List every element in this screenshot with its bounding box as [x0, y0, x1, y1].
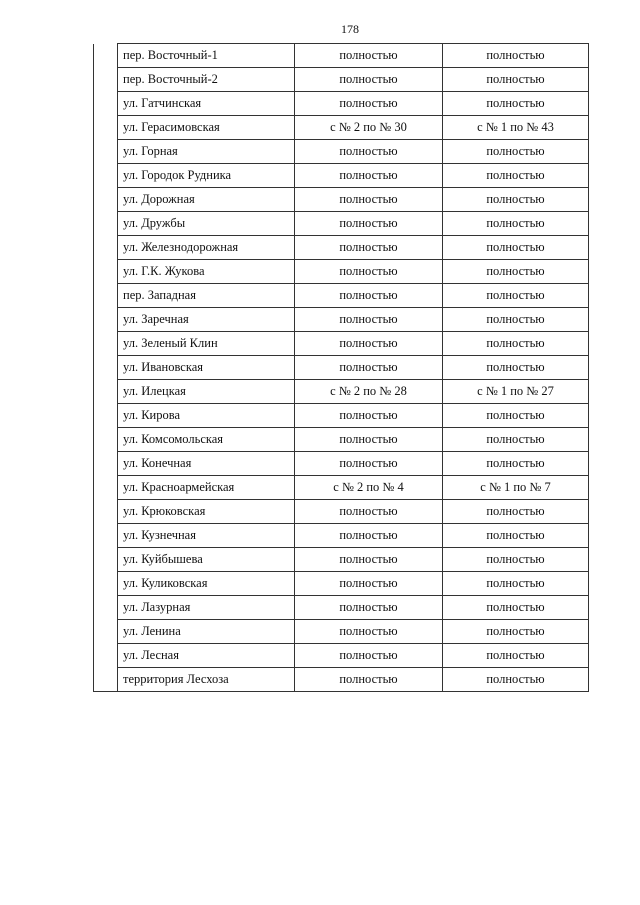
street-name-cell: территория Лесхоза [118, 668, 295, 692]
page-number: 178 [341, 22, 359, 36]
blank-cell [94, 380, 118, 404]
street-name-cell: ул. Лазурная [118, 596, 295, 620]
even-houses-cell: с № 2 по № 30 [295, 116, 443, 140]
street-name-cell: ул. Лесная [118, 644, 295, 668]
street-name-cell: ул. Заречная [118, 308, 295, 332]
streets-table [93, 43, 589, 692]
street-name-cell: ул. Герасимовская [118, 116, 295, 140]
odd-houses-cell: полностью [443, 164, 589, 188]
blank-cell [94, 164, 118, 188]
blank-cell [94, 620, 118, 644]
table-row [94, 620, 589, 644]
odd-houses-cell: полностью [443, 92, 589, 116]
table-row [94, 428, 589, 452]
street-name-cell: пер. Восточный-1 [118, 44, 295, 68]
blank-cell [94, 596, 118, 620]
odd-houses-cell: полностью [443, 548, 589, 572]
blank-cell [94, 668, 118, 692]
blank-cell [94, 500, 118, 524]
street-name-cell: ул. Горная [118, 140, 295, 164]
odd-houses-cell: полностью [443, 212, 589, 236]
even-houses-cell: полностью [295, 452, 443, 476]
blank-cell [94, 404, 118, 428]
street-name-cell: пер. Восточный-2 [118, 68, 295, 92]
even-houses-cell: полностью [295, 500, 443, 524]
blank-cell [94, 284, 118, 308]
blank-cell [94, 140, 118, 164]
blank-cell [94, 68, 118, 92]
table-row [94, 284, 589, 308]
odd-houses-cell: с № 1 по № 43 [443, 116, 589, 140]
even-houses-cell: полностью [295, 212, 443, 236]
even-houses-cell: полностью [295, 668, 443, 692]
even-houses-cell: полностью [295, 548, 443, 572]
even-houses-cell: полностью [295, 620, 443, 644]
even-houses-cell: полностью [295, 572, 443, 596]
even-houses-cell: полностью [295, 596, 443, 620]
table-row [94, 476, 589, 500]
even-houses-cell: с № 2 по № 28 [295, 380, 443, 404]
odd-houses-cell: полностью [443, 284, 589, 308]
street-name-cell: ул. Красноармейская [118, 476, 295, 500]
table-row [94, 524, 589, 548]
street-name-cell: ул. Гатчинская [118, 92, 295, 116]
blank-cell [94, 260, 118, 284]
streets-table-body [94, 44, 589, 692]
blank-cell [94, 452, 118, 476]
odd-houses-cell: полностью [443, 428, 589, 452]
table-row [94, 332, 589, 356]
table-row [94, 116, 589, 140]
blank-cell [94, 308, 118, 332]
blank-cell [94, 548, 118, 572]
street-name-cell: ул. Кирова [118, 404, 295, 428]
odd-houses-cell: полностью [443, 260, 589, 284]
street-name-cell: ул. Г.К. Жукова [118, 260, 295, 284]
odd-houses-cell: полностью [443, 668, 589, 692]
blank-cell [94, 476, 118, 500]
blank-cell [94, 92, 118, 116]
table-row [94, 260, 589, 284]
odd-houses-cell: полностью [443, 620, 589, 644]
even-houses-cell: полностью [295, 260, 443, 284]
odd-houses-cell: полностью [443, 572, 589, 596]
table-row [94, 668, 589, 692]
even-houses-cell: полностью [295, 92, 443, 116]
street-name-cell: ул. Илецкая [118, 380, 295, 404]
table-row [94, 188, 589, 212]
street-name-cell: ул. Железнодорожная [118, 236, 295, 260]
table-row [94, 140, 589, 164]
street-name-cell: ул. Кузнечная [118, 524, 295, 548]
even-houses-cell: полностью [295, 44, 443, 68]
table-row [94, 68, 589, 92]
even-houses-cell: полностью [295, 524, 443, 548]
odd-houses-cell: полностью [443, 452, 589, 476]
even-houses-cell: полностью [295, 284, 443, 308]
street-name-cell: ул. Куликовская [118, 572, 295, 596]
table-row [94, 500, 589, 524]
odd-houses-cell: с № 1 по № 7 [443, 476, 589, 500]
table-row [94, 596, 589, 620]
table-row [94, 212, 589, 236]
even-houses-cell: полностью [295, 404, 443, 428]
table-row [94, 356, 589, 380]
even-houses-cell: полностью [295, 140, 443, 164]
blank-cell [94, 212, 118, 236]
street-name-cell: ул. Зеленый Клин [118, 332, 295, 356]
even-houses-cell: полностью [295, 68, 443, 92]
blank-cell [94, 428, 118, 452]
odd-houses-cell: полностью [443, 356, 589, 380]
street-name-cell: ул. Дружбы [118, 212, 295, 236]
even-houses-cell: полностью [295, 188, 443, 212]
table-row [94, 644, 589, 668]
street-name-cell: ул. Комсомольская [118, 428, 295, 452]
odd-houses-cell: полностью [443, 500, 589, 524]
blank-cell [94, 332, 118, 356]
blank-cell [94, 572, 118, 596]
street-name-cell: ул. Ленина [118, 620, 295, 644]
street-name-cell: ул. Куйбышева [118, 548, 295, 572]
blank-cell [94, 236, 118, 260]
odd-houses-cell: полностью [443, 44, 589, 68]
odd-houses-cell: полностью [443, 188, 589, 212]
odd-houses-cell: полностью [443, 140, 589, 164]
table-row [94, 380, 589, 404]
even-houses-cell: полностью [295, 332, 443, 356]
odd-houses-cell: полностью [443, 644, 589, 668]
blank-cell [94, 44, 118, 68]
street-name-cell: ул. Дорожная [118, 188, 295, 212]
table-row [94, 92, 589, 116]
blank-cell [94, 116, 118, 140]
table-row [94, 164, 589, 188]
odd-houses-cell: полностью [443, 404, 589, 428]
even-houses-cell: полностью [295, 356, 443, 380]
blank-cell [94, 188, 118, 212]
table-row [94, 44, 589, 68]
odd-houses-cell: с № 1 по № 27 [443, 380, 589, 404]
odd-houses-cell: полностью [443, 332, 589, 356]
blank-cell [94, 356, 118, 380]
table-row [94, 404, 589, 428]
odd-houses-cell: полностью [443, 308, 589, 332]
even-houses-cell: с № 2 по № 4 [295, 476, 443, 500]
even-houses-cell: полностью [295, 236, 443, 260]
street-name-cell: пер. Западная [118, 284, 295, 308]
table-row [94, 452, 589, 476]
even-houses-cell: полностью [295, 164, 443, 188]
even-houses-cell: полностью [295, 308, 443, 332]
street-name-cell: ул. Городок Рудника [118, 164, 295, 188]
table-row [94, 548, 589, 572]
street-name-cell: ул. Конечная [118, 452, 295, 476]
street-name-cell: ул. Ивановская [118, 356, 295, 380]
odd-houses-cell: полностью [443, 68, 589, 92]
even-houses-cell: полностью [295, 428, 443, 452]
blank-cell [94, 524, 118, 548]
odd-houses-cell: полностью [443, 524, 589, 548]
blank-cell [94, 644, 118, 668]
odd-houses-cell: полностью [443, 236, 589, 260]
even-houses-cell: полностью [295, 644, 443, 668]
street-name-cell: ул. Крюковская [118, 500, 295, 524]
table-row [94, 572, 589, 596]
odd-houses-cell: полностью [443, 596, 589, 620]
table-row [94, 236, 589, 260]
table-row [94, 308, 589, 332]
